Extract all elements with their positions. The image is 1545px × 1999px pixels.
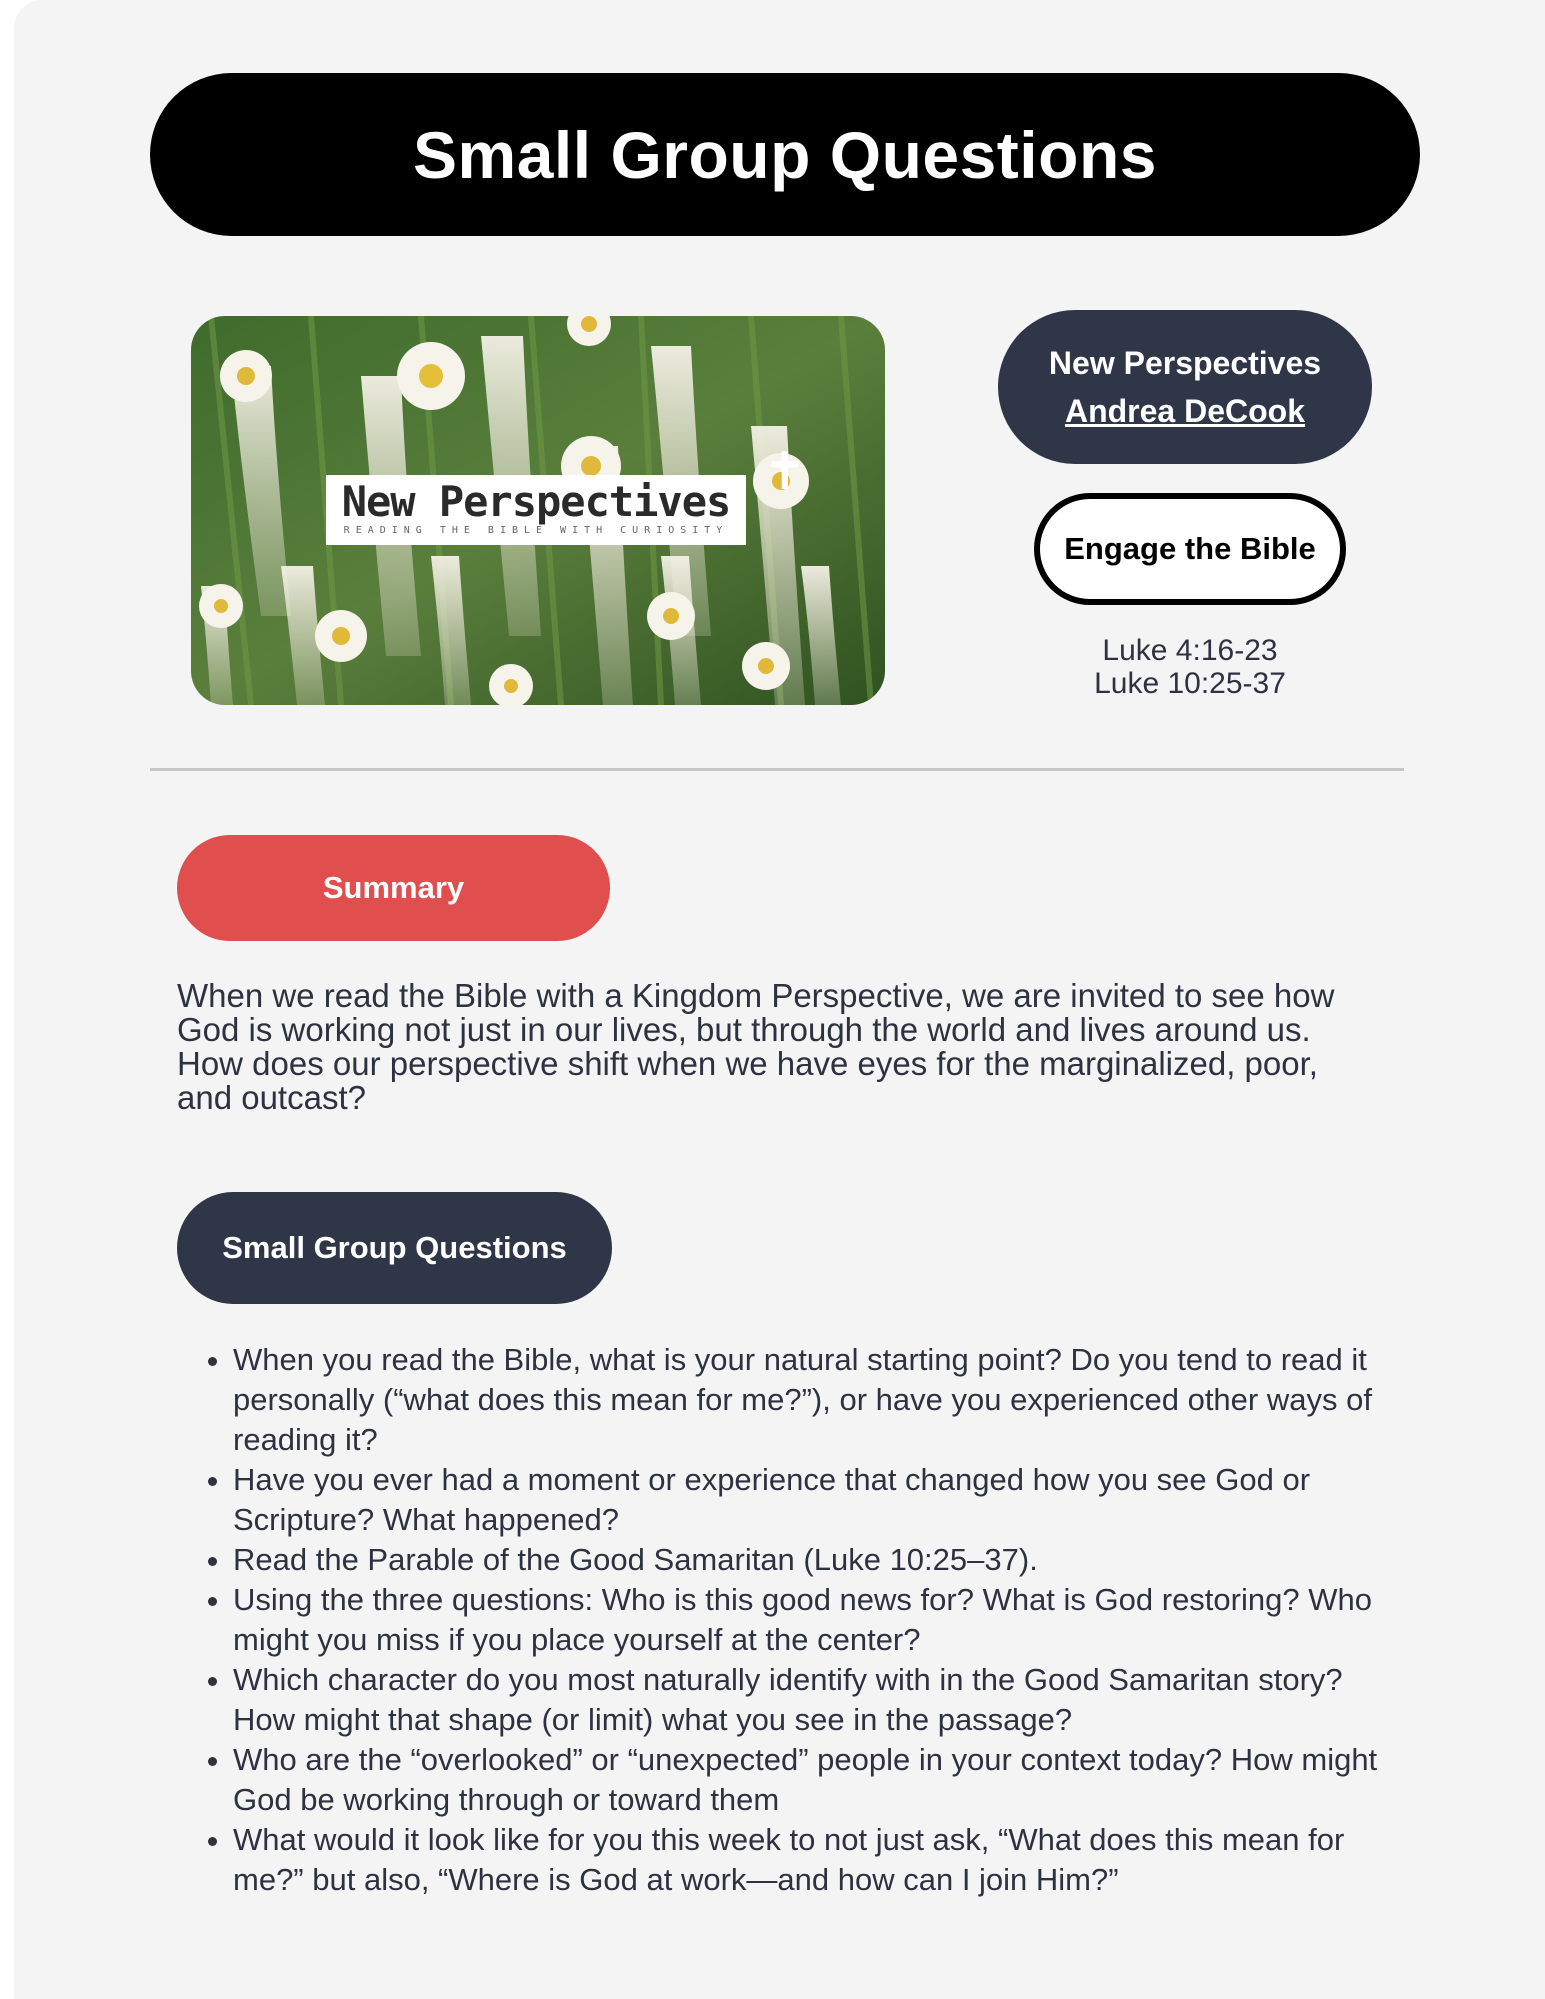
series-logo-name: New Perspectives bbox=[341, 477, 731, 526]
series-name: New Perspectives bbox=[1048, 345, 1322, 381]
series-info-badge bbox=[998, 310, 1372, 464]
series-hero-image bbox=[191, 316, 885, 705]
question-item: • What would it look like for you this week to not just ask, “What does this mean for me?” but also, “Where is God at work—and how can I join Him?” bbox=[233, 1820, 1413, 1900]
question-item: • Which character do you most naturally identify with in the Good Samaritan story? How might that shape (or limit) what you see in the passage? bbox=[233, 1660, 1413, 1740]
author-link[interactable]: Andrea DeCook bbox=[1064, 393, 1306, 429]
scripture-ref: Luke 10:25-37 bbox=[1094, 667, 1286, 700]
questions-heading-label: Small Group Questions bbox=[222, 1230, 567, 1265]
question-item: • Have you ever had a moment or experience that changed how you see God or Scripture? What happened? bbox=[233, 1460, 1413, 1540]
cross-icon: ✝ bbox=[763, 443, 807, 501]
question-item: • Read the Parable of the Good Samaritan (Luke 10:25–37). bbox=[233, 1540, 1413, 1580]
question-item: • Who are the “overlooked” or “unexpected” people in your context today? How might God be working through or toward them bbox=[233, 1740, 1413, 1820]
scripture-references bbox=[1034, 634, 1346, 700]
summary-heading-label: Summary bbox=[322, 870, 465, 905]
questions-list bbox=[191, 1340, 1413, 1900]
engage-button-label: Engage the Bible bbox=[1064, 531, 1316, 566]
series-logo bbox=[326, 475, 746, 545]
series-logo-tagline: READING THE BIBLE WITH CURIOSITY bbox=[343, 525, 729, 536]
page-title-text: Small Group Questions bbox=[413, 117, 1157, 192]
scripture-ref: Luke 4:16-23 bbox=[1102, 634, 1278, 667]
questions-heading bbox=[177, 1192, 612, 1304]
question-item: • Using the three questions: Who is this good news for? What is God restoring? Who might you miss if you place yourself at the center? bbox=[233, 1580, 1413, 1660]
question-item: • When you read the Bible, what is your natural starting point? Do you tend to read it personally (“what does this mean for me?”), or have you experienced other ways of reading it? bbox=[233, 1340, 1413, 1460]
page-title bbox=[150, 73, 1420, 236]
section-divider bbox=[150, 768, 1404, 771]
engage-the-bible-button[interactable] bbox=[1034, 493, 1346, 605]
page-card bbox=[14, 0, 1545, 1999]
summary-heading bbox=[177, 835, 610, 941]
summary-text: When we read the Bible with a Kingdom Perspective, we are invited to see how God is working not just in our lives, but through the world and lives around us. How does our perspective shift when we have eyes for the marginalized, poor, and outcast? bbox=[177, 977, 1335, 1116]
